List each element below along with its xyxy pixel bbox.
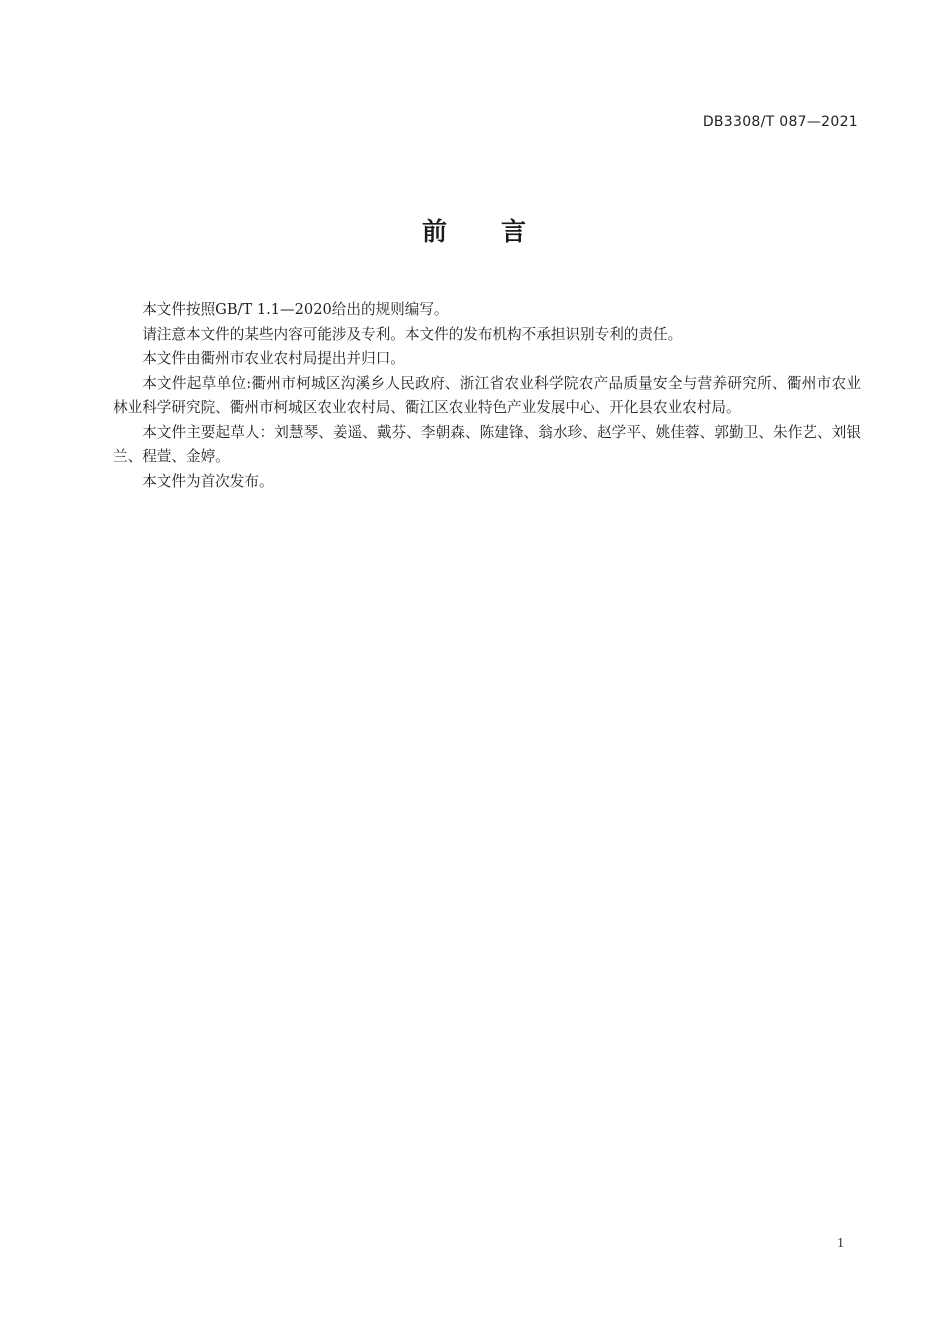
page-title (0, 212, 950, 248)
paragraph-patent-notice: 请注意本文件的某些内容可能涉及专利。本文件的发布机构不承担识别专利的责任。 (142, 325, 683, 343)
paragraph-drafting-rules: 本文件按照GB/T 1.1—2020给出的规则编写。 (142, 301, 449, 318)
title-char-2: 言 (501, 217, 529, 246)
title-char-1: 前 (421, 217, 449, 246)
paragraph-drafters: 本文件主要起草人：刘慧琴、姜遥、戴芬、李朝森、陈建锋、翁水珍、赵学平、姚佳蓉、郭勤卫、朱作艺、刘银兰、程萱、金婷。 (113, 423, 861, 465)
page-number: 1 (837, 1236, 844, 1251)
paragraph-proposer: 本文件由衢州市农业农村局提出并归口。 (142, 350, 405, 367)
document-code: DB3308/T 087—2021 (702, 114, 858, 130)
foreword-body (113, 298, 861, 494)
paragraph-first-release: 本文件为首次发布。 (142, 472, 274, 490)
paragraph-drafting-units: 本文件起草单位:衢州市柯城区沟溪乡人民政府、浙江省农业科学院农产品质量安全与营养研究所、衢州市农业林业科学研究院、衢州市柯城区农业农村局、衢江区农业特色产业发展中心、开化县农业农村局。 (113, 374, 861, 416)
